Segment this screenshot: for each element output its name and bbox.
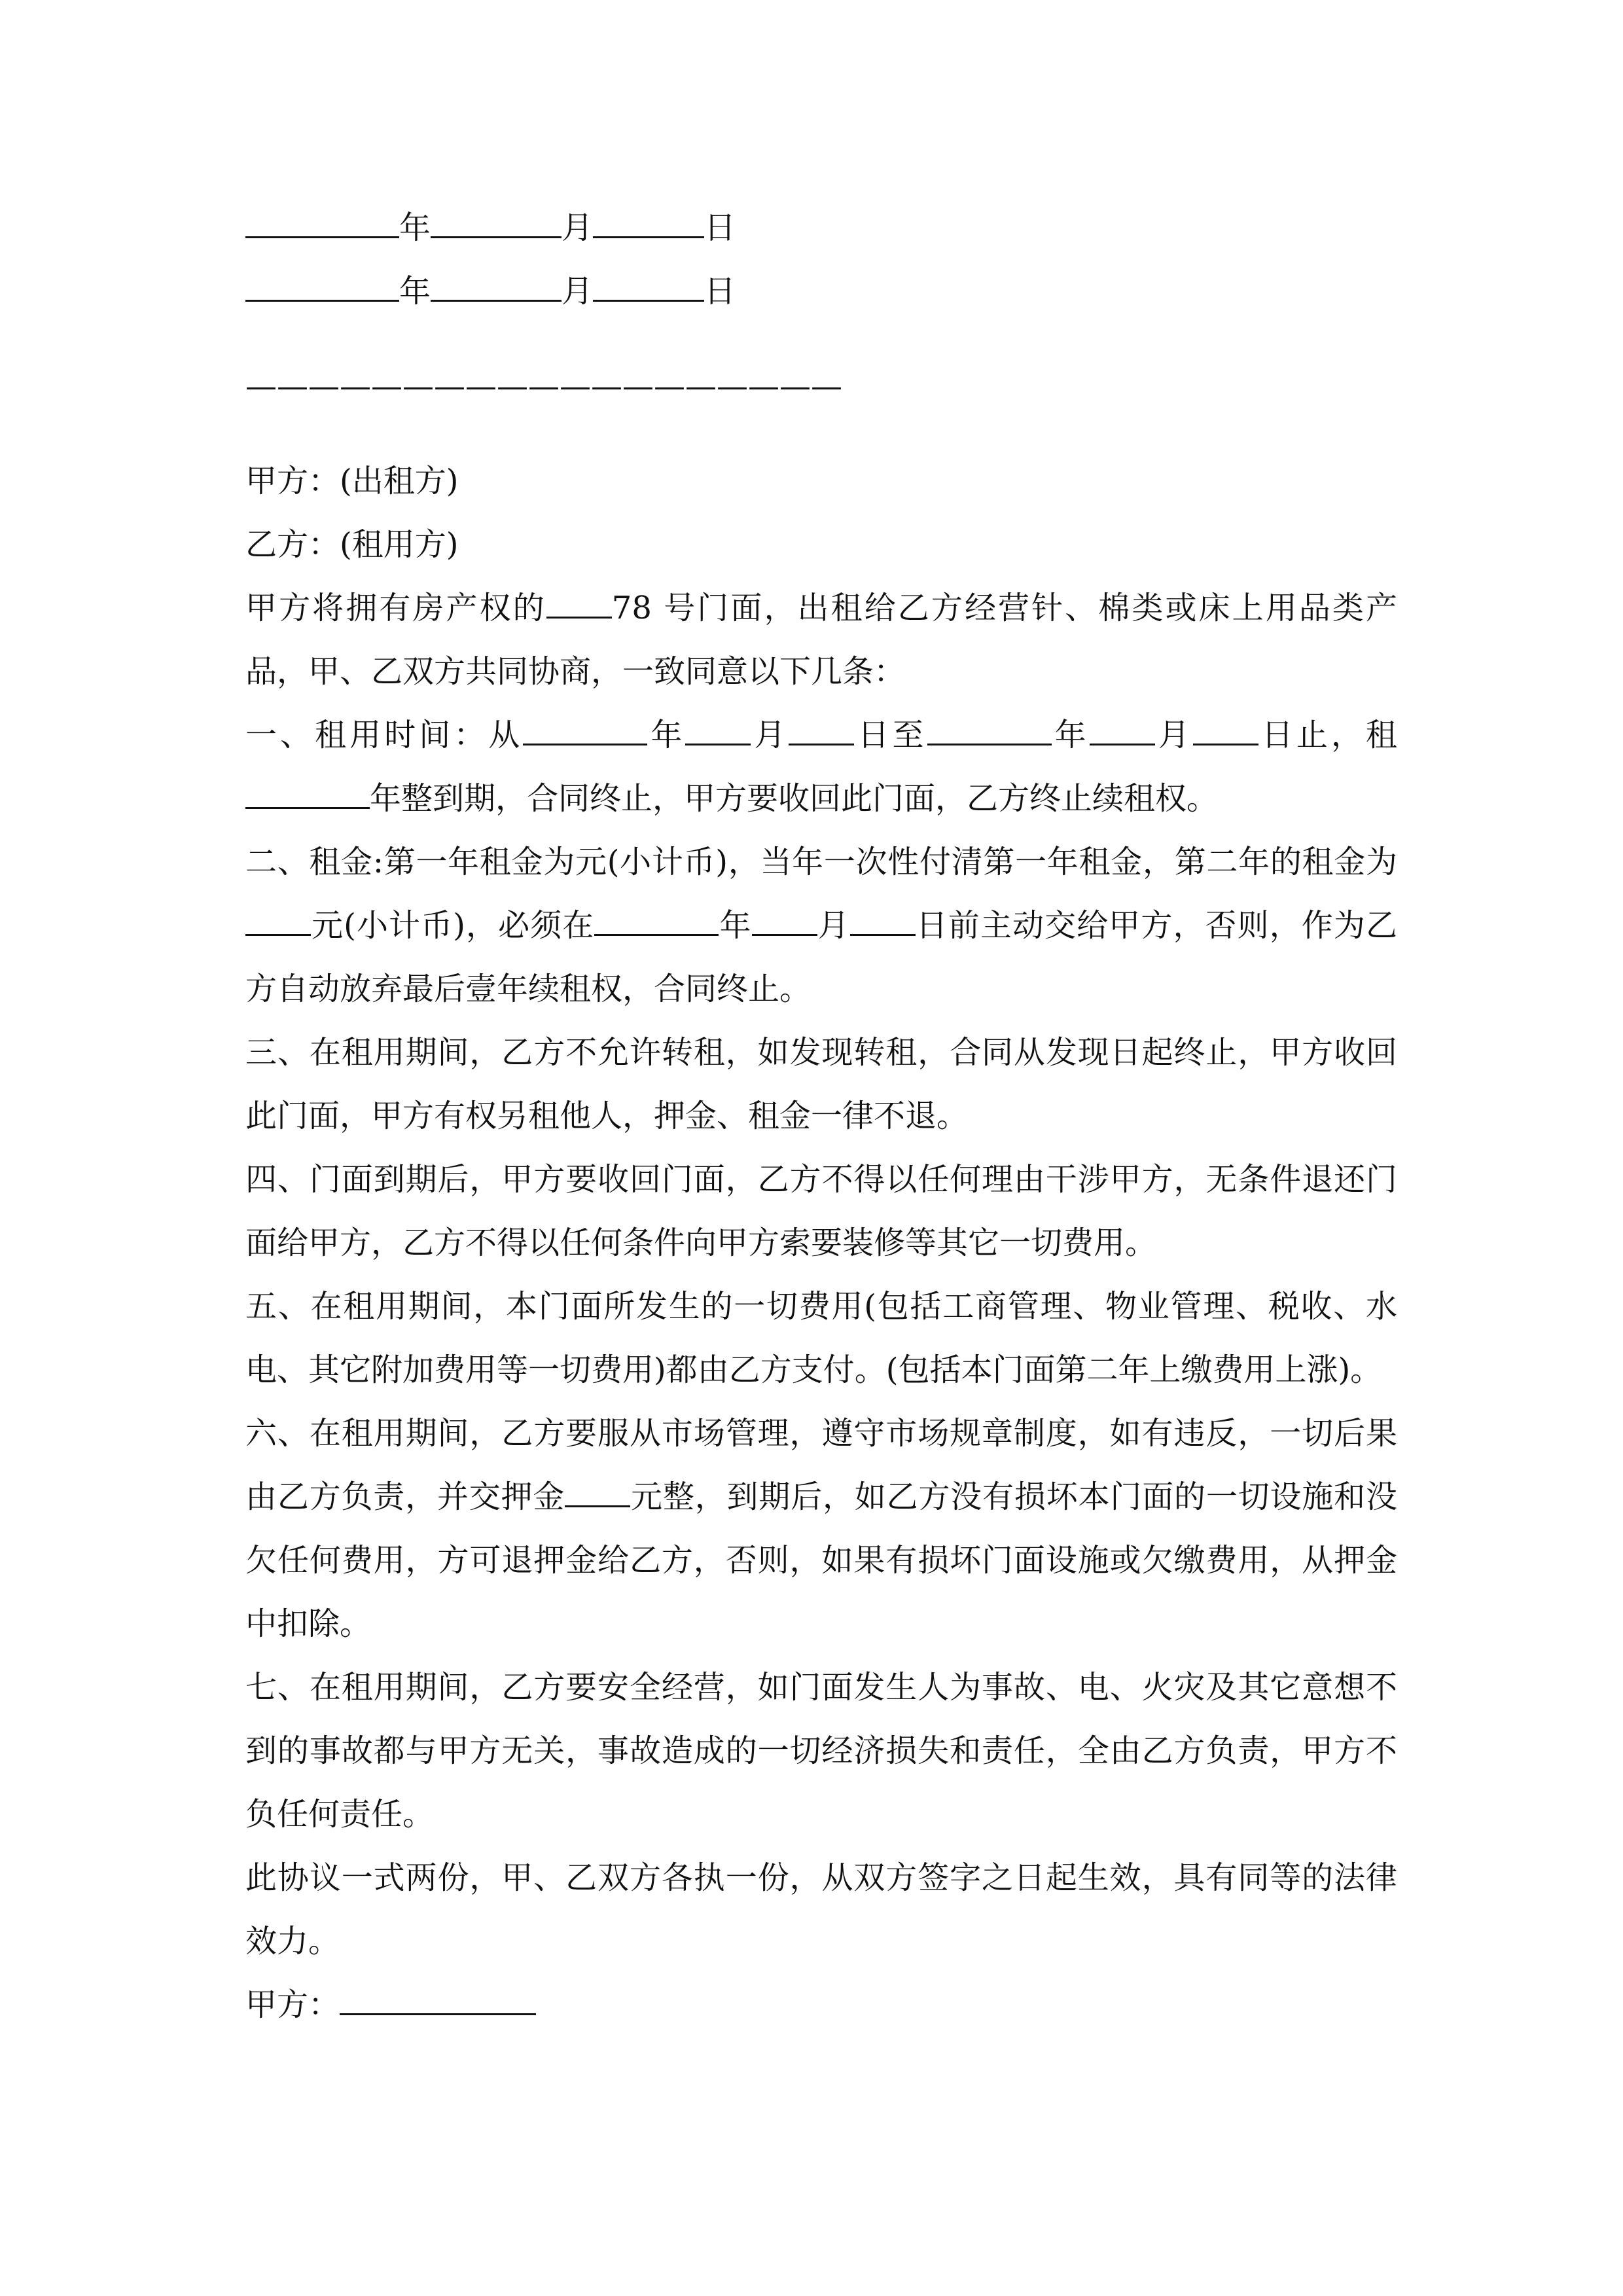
contract-page	[245, 196, 1397, 2037]
month-label: 月	[562, 209, 594, 246]
end-day-blank	[1193, 717, 1258, 745]
signature-line	[245, 1973, 1397, 2037]
separator-rule: ———————————————————	[245, 368, 842, 404]
month-blank	[431, 274, 562, 302]
address-blank	[546, 590, 612, 619]
year-blank	[245, 210, 399, 238]
start-day-blank	[789, 717, 854, 745]
signature-blank	[340, 1987, 536, 2015]
deposit-blank	[565, 1479, 630, 1507]
clause-5: 五、在租用期间，本门面所发生的一切费用(包括工商管理、物业管理、税收、水电、其它附加费用等一切费用)都由乙方支付。(包括本门面第二年上缴费用上涨)。	[245, 1288, 1397, 1388]
start-year-blank	[523, 717, 647, 745]
due-month-blank	[752, 908, 817, 936]
day-label: 日	[704, 209, 736, 246]
party-a-line: 甲方：(出租方)	[245, 463, 459, 499]
clause-6: 六、在租用期间，乙方要服从市场管理，遵守市场规章制度，如有违反，一切后果由乙方负责，并交押金 元整，到期后，如乙方没有损坏本门面的一切设施和没欠任何费用，方可退押金给乙方，否则，如果有损坏门面设施或欠缴费用，从押金中扣除。	[245, 1415, 1397, 1642]
year-label: 年	[399, 209, 431, 246]
signature-label: 甲方：	[245, 1986, 340, 2023]
date-line-1	[245, 196, 1397, 260]
month-blank	[431, 210, 562, 238]
year-label: 年	[399, 273, 431, 310]
closing-paragraph: 此协议一式两份，甲、乙双方各执一份，从双方签字之日起生效，具有同等的法律效力。	[245, 1859, 1397, 1960]
day-label: 日	[704, 273, 736, 310]
clause-3: 三、在租用期间，乙方不允许转租，如发现转租，合同从发现日起终止，甲方收回此门面，甲方有权另租他人，押金、租金一律不退。	[245, 1034, 1397, 1134]
date-line-2	[245, 260, 1397, 323]
party-b-line: 乙方：(租用方)	[245, 526, 459, 563]
term-years-blank	[245, 781, 370, 809]
due-day-blank	[850, 908, 916, 936]
day-blank	[593, 274, 704, 302]
year-blank	[245, 274, 399, 302]
day-blank	[593, 210, 704, 238]
clause-7: 七、在租用期间，乙方要安全经营，如门面发生人为事故、电、火灾及其它意想不到的事故都与甲方无关，事故造成的一切经济损失和责任，全由乙方负责，甲方不负任何责任。	[245, 1669, 1397, 1833]
due-year-blank	[594, 908, 719, 936]
month-label: 月	[562, 273, 594, 310]
end-year-blank	[927, 717, 1052, 745]
clause-1: 一、租用时间：从 年 月 日至 年 月 日止，租年整到期，合同终止，甲方要收回此门面，乙方终止续租权。	[245, 717, 1397, 817]
clause-4: 四、门面到期后，甲方要收回门面，乙方不得以任何理由干涉甲方，无条件退还门面给甲方，乙方不得以任何条件向甲方索要装修等其它一切费用。	[245, 1161, 1397, 1261]
clause-2: 二、租金:第一年租金为元(小计币)，当年一次性付清第一年租金，第二年的租金为元(小计币)，必须在 年 月 日前主动交给甲方，否则，作为乙方自动放弃最后壹年续租权，合同终止。	[245, 844, 1397, 1007]
second-year-rent-blank	[245, 908, 311, 936]
end-month-blank	[1090, 717, 1155, 745]
start-month-blank	[685, 717, 751, 745]
intro-paragraph: 甲方将拥有房产权的 78 号门面，出租给乙方经营针、棉类或床上用品类产品，甲、乙双方共同协商，一致同意以下几条：	[245, 590, 1397, 690]
